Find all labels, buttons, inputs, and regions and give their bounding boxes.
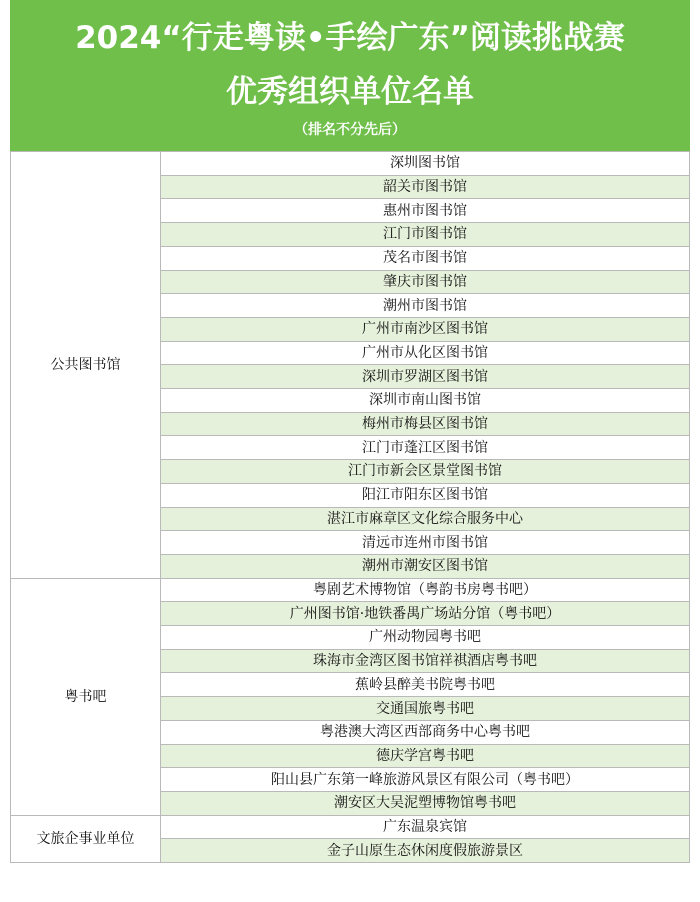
organization-name-cell: 清远市连州市图书馆 bbox=[161, 531, 690, 555]
organization-name-cell: 惠州市图书馆 bbox=[161, 199, 690, 223]
organization-name-cell: 广州图书馆·地铁番禺广场站分馆（粤书吧） bbox=[161, 602, 690, 626]
organization-name-cell: 广州市南沙区图书馆 bbox=[161, 317, 690, 341]
organization-name-cell: 粤港澳大湾区西部商务中心粤书吧 bbox=[161, 720, 690, 744]
organization-name-cell: 深圳市罗湖区图书馆 bbox=[161, 365, 690, 389]
organization-name-cell: 湛江市麻章区文化综合服务中心 bbox=[161, 507, 690, 531]
organization-name-cell: 深圳图书馆 bbox=[161, 152, 690, 176]
organization-name-cell: 珠海市金湾区图书馆祥祺酒店粤书吧 bbox=[161, 649, 690, 673]
table-row bbox=[11, 578, 690, 602]
category-cell: 粤书吧 bbox=[11, 578, 161, 815]
organization-name-cell: 肇庆市图书馆 bbox=[161, 270, 690, 294]
page-subtitle: （排名不分先后） bbox=[294, 122, 406, 138]
organization-name-cell: 江门市图书馆 bbox=[161, 223, 690, 247]
organization-name-cell: 阳山县广东第一峰旅游风景区有限公司（粤书吧） bbox=[161, 768, 690, 792]
organization-name-cell: 德庆学宫粤书吧 bbox=[161, 744, 690, 768]
organization-table-body bbox=[11, 152, 690, 863]
organization-name-cell: 江门市蓬江区图书馆 bbox=[161, 436, 690, 460]
organization-name-cell: 金子山原生态休闲度假旅游景区 bbox=[161, 839, 690, 863]
category-cell: 文旅企事业单位 bbox=[11, 815, 161, 862]
organization-name-cell: 广州市从化区图书馆 bbox=[161, 341, 690, 365]
organization-name-cell: 江门市新会区景堂图书馆 bbox=[161, 460, 690, 484]
organization-name-cell: 潮州市潮安区图书馆 bbox=[161, 554, 690, 578]
page-title-line2: 优秀组织单位名单 bbox=[226, 74, 474, 110]
organization-name-cell: 蕉岭县醉美书院粤书吧 bbox=[161, 673, 690, 697]
organization-name-cell: 粤剧艺术博物馆（粤韵书房粤书吧） bbox=[161, 578, 690, 602]
organization-name-cell: 潮安区大吴泥塑博物馆粤书吧 bbox=[161, 791, 690, 815]
page-title: 2024“行走粤读•手绘广东”阅读挑战赛 bbox=[75, 20, 625, 56]
organization-name-cell: 广州动物园粤书吧 bbox=[161, 626, 690, 650]
table-row bbox=[11, 815, 690, 839]
organization-name-cell: 韶关市图书馆 bbox=[161, 175, 690, 199]
organization-table bbox=[10, 151, 690, 863]
category-cell: 公共图书馆 bbox=[11, 152, 161, 579]
organization-name-cell: 茂名市图书馆 bbox=[161, 246, 690, 270]
organization-name-cell: 阳江市阳东区图书馆 bbox=[161, 483, 690, 507]
organization-name-cell: 广东温泉宾馆 bbox=[161, 815, 690, 839]
organization-name-cell: 潮州市图书馆 bbox=[161, 294, 690, 318]
organization-name-cell: 梅州市梅县区图书馆 bbox=[161, 412, 690, 436]
table-row bbox=[11, 152, 690, 176]
header-banner bbox=[10, 0, 690, 151]
organization-name-cell: 深圳市南山图书馆 bbox=[161, 389, 690, 413]
organization-name-cell: 交通国旅粤书吧 bbox=[161, 697, 690, 721]
